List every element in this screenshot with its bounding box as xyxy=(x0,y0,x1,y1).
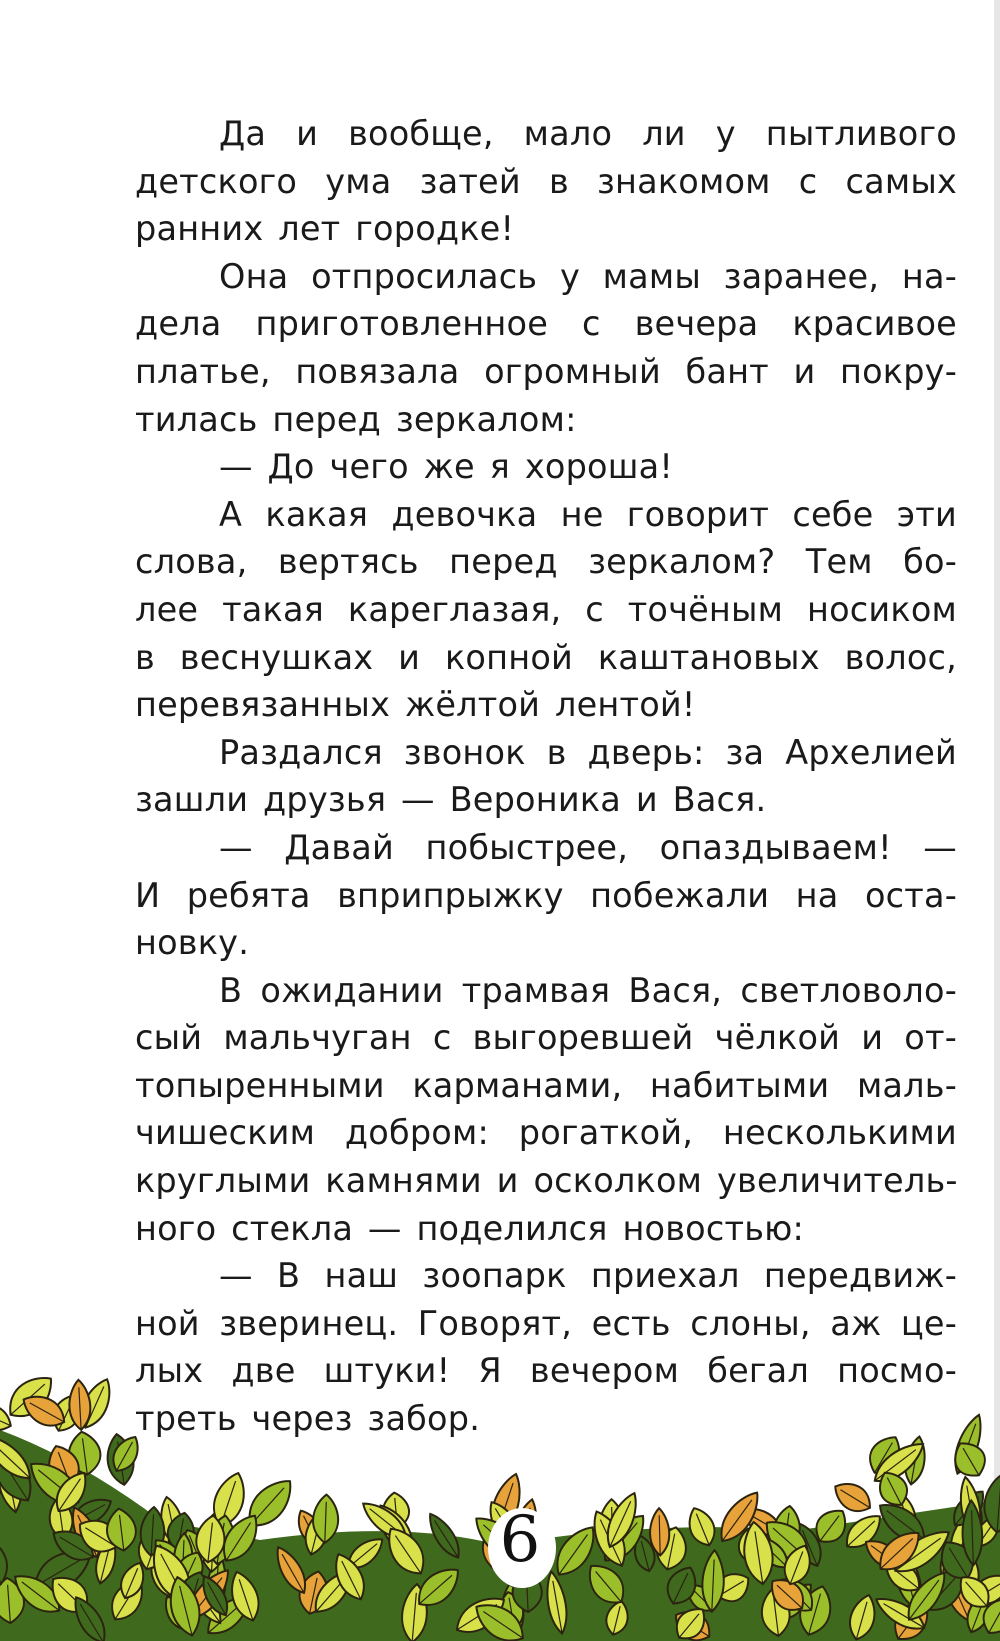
text-line: ного стекла — поделился новостью: xyxy=(135,1208,805,1248)
text-line: новку. xyxy=(135,923,250,963)
text-line: — Давай побыстрее, опаздываем! — xyxy=(219,827,957,867)
text-line: в веснушках и копной каштановых волос, xyxy=(135,637,957,677)
text-line: чишеским добром: рогаткой, несколькими xyxy=(135,1113,957,1153)
text-line: лее такая кареглазая, с точёным носиком xyxy=(135,589,957,629)
text-line: детского ума затей в знакомом с самых xyxy=(135,161,957,201)
text-line: платье, повязала огромный бант и покру- xyxy=(135,351,957,391)
text-line: — До чего же я хороша! xyxy=(219,447,673,487)
text-line: А какая девочка не говорит себе эти xyxy=(219,494,957,534)
text-line: сый мальчуган с выгоревшей чёлкой и от- xyxy=(135,1018,957,1058)
text-line: Да и вообще, мало ли у пытливого xyxy=(219,114,957,153)
story-text xyxy=(135,110,957,1443)
text-line: В ожидании трамвая Вася, светловоло- xyxy=(219,970,957,1010)
text-line: зашли друзья — Вероника и Вася. xyxy=(135,780,767,820)
text-line: ранних лет городке! xyxy=(135,209,515,249)
text-line: тилась перед зеркалом: xyxy=(135,399,577,439)
text-line: ной зверинец. Говорят, есть слоны, аж це- xyxy=(135,1303,957,1343)
text-line: Раздался звонок в дверь: за Архелией xyxy=(219,732,957,772)
page-number: 6 xyxy=(499,1503,541,1577)
text-line: Она отпросилась у мамы заранее, на- xyxy=(219,256,957,296)
text-line: топыренными карманами, набитыми маль- xyxy=(135,1065,957,1105)
text-line: — В наш зоопарк приехал передвиж- xyxy=(219,1256,957,1296)
text-line: круглыми камнями и осколком увеличитель- xyxy=(135,1161,958,1201)
text-line: треть через забор. xyxy=(135,1399,481,1439)
text-line: дела приготовленное с вечера красивое xyxy=(135,304,957,344)
text-line: перевязанных жёлтой лентой! xyxy=(135,685,696,725)
text-line: слова, вертясь перед зеркалом? Тем бо- xyxy=(135,542,957,582)
text-line: лых две штуки! Я вечером бегал посмо- xyxy=(135,1351,957,1391)
text-line: И ребята вприпрыжку побежали на оста- xyxy=(135,875,957,915)
